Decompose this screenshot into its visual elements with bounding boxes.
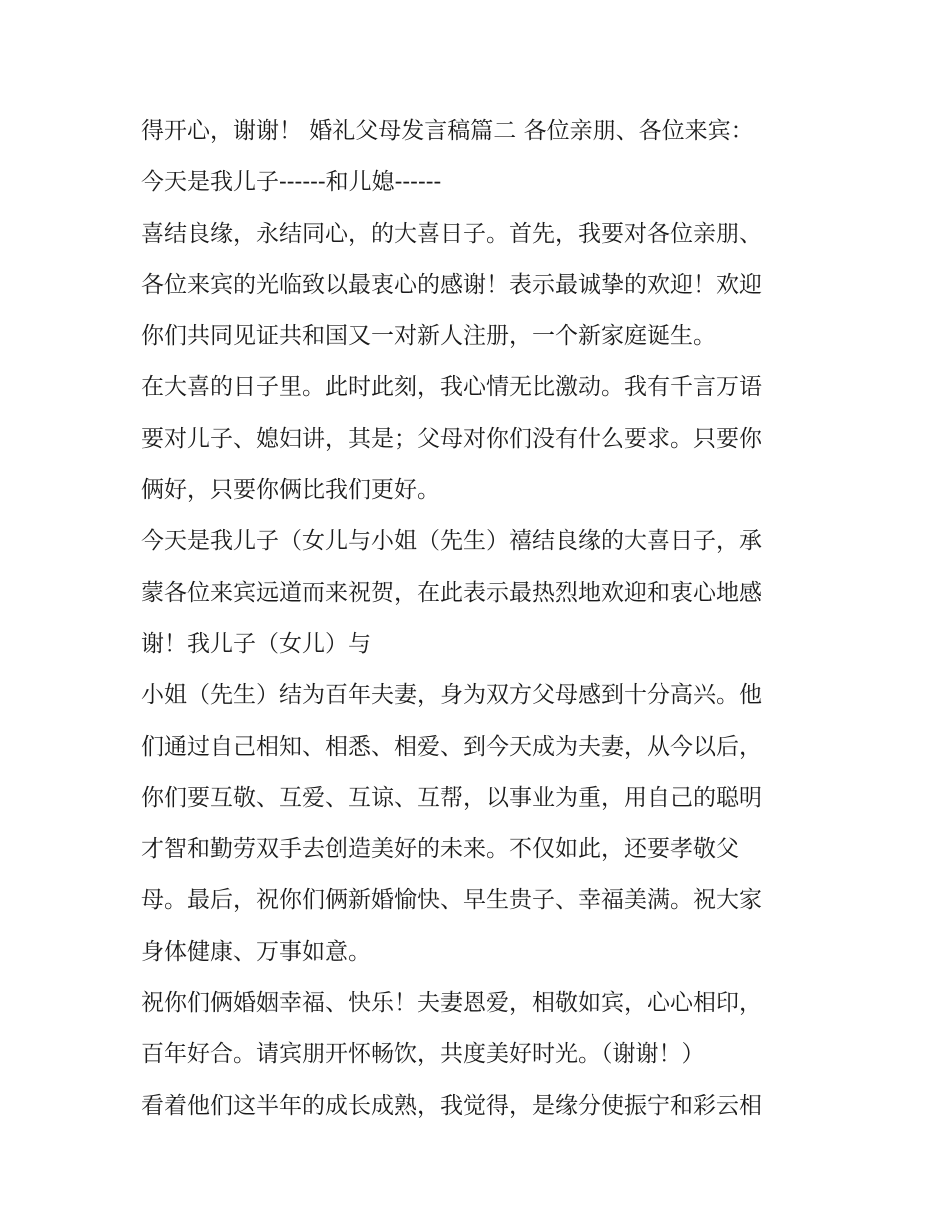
text-line: 身体健康、万事如意。 [141, 938, 371, 965]
text-line: 蒙各位来宾远道而来祝贺，在此表示最热烈地欢迎和衷心地感 [141, 579, 762, 606]
text-line: 俩好，只要你俩比我们更好。 [141, 477, 440, 504]
text-line: 各位来宾的光临致以最衷心的感谢！表示最诚挚的欢迎！欢迎 [141, 271, 762, 298]
text-line: 看着他们这半年的成长成熟，我觉得，是缘分使振宁和彩云相 [141, 1092, 762, 1119]
text-line: 祝你们俩婚姻幸福、快乐！夫妻恩爱，相敬如宾，心心相印， [141, 990, 762, 1017]
text-line: 谢！我儿子（女儿）与 [141, 630, 371, 657]
text-line: 小姐（先生）结为百年夫妻，身为双方父母感到十分高兴。他 [141, 682, 762, 709]
text-line: 百年好合。请宾朋开怀畅饮，共度美好时光。（谢谢！） [141, 1041, 705, 1068]
text-line: 要对儿子、媳妇讲，其是；父母对你们没有什么要求。只要你 [141, 425, 762, 452]
text-line: 们通过自己相知、相悉、相爱、到今天成为夫妻，从今以后， [141, 733, 762, 760]
text-line: 得开心，谢谢！ 婚礼父母发言稿篇二 各位亲朋、各位来宾： [141, 118, 754, 144]
text-line: 才智和勤劳双手去创造美好的未来。不仅如此，还要孝敬父 [141, 836, 739, 863]
text-line: 喜结良缘，永结同心，的大喜日子。首先，我要对各位亲朋、 [141, 220, 762, 247]
text-line: 今天是我儿子------和儿媳------ [141, 169, 442, 196]
text-line: 你们要互敬、互爱、互谅、互帮，以事业为重，用自己的聪明 [141, 784, 762, 811]
text-line: 母。最后，祝你们俩新婚愉快、早生贵子、幸福美满。祝大家 [141, 887, 762, 914]
document-body [141, 106, 821, 1132]
text-line: 你们共同见证共和国又一对新人注册，一个新家庭诞生。 [141, 323, 716, 350]
text-line: 今天是我儿子（女儿与小姐（先生）禧结良缘的大喜日子，承 [141, 528, 762, 555]
text-line: 在大喜的日子里。此时此刻，我心情无比激动。我有千言万语 [141, 374, 762, 401]
